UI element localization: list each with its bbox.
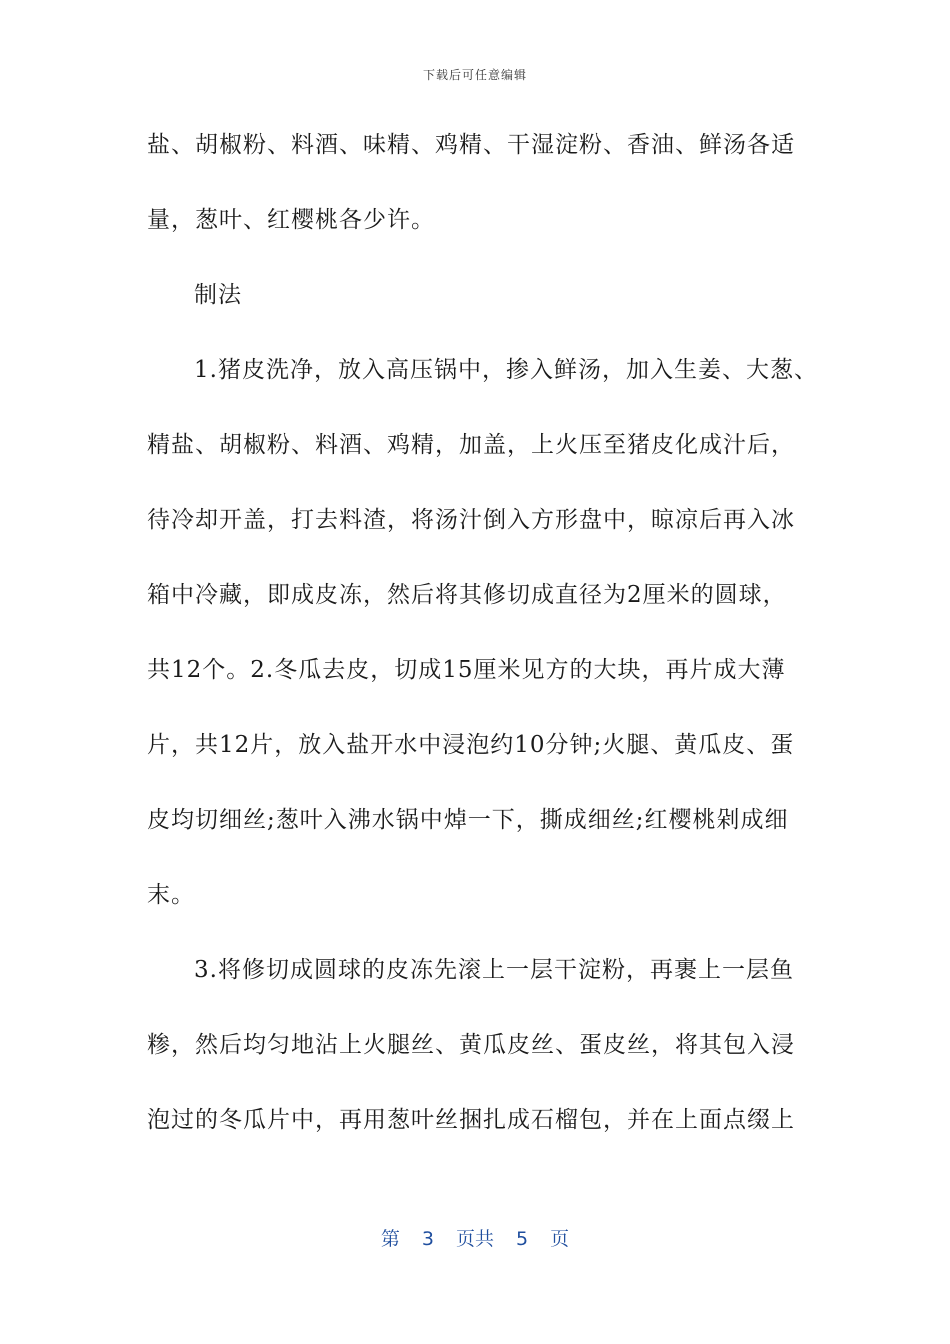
body-line: 末。 [147,882,195,908]
body-line: 精盐、胡椒粉、料酒、鸡精，加盖，上火压至猪皮化成汁后， [147,432,795,458]
body-line: 皮均切细丝;葱叶入沸水锅中焯一下，撕成细丝;红樱桃剁成细 [147,807,789,833]
total-pages-number: 5 [516,1228,529,1250]
body-line: 量，葱叶、红樱桃各少许。 [147,207,435,233]
body-line: 盐、胡椒粉、料酒、味精、鸡精、干湿淀粉、香油、鲜汤各适 [147,132,795,158]
footer-suffix: 页 [550,1228,570,1250]
body-line: 1.猪皮洗净，放入高压锅中，掺入鲜汤，加入生姜、大葱、 [194,357,818,383]
page-number-footer [0,1224,950,1251]
page-header-note: 下载后可任意编辑 [422,68,527,82]
footer-middle: 页共 [455,1228,494,1250]
footer-prefix: 第 [380,1228,400,1250]
section-heading: 制法 [194,282,242,308]
body-line: 糁，然后均匀地沾上火腿丝、黄瓜皮丝、蛋皮丝，将其包入浸 [147,1032,795,1058]
body-line: 片，共12片，放入盐开水中浸泡约10分钟;火腿、黄瓜皮、蛋 [147,732,795,758]
document-body [147,122,818,1172]
body-line: 箱中冷藏，即成皮冻，然后将其修切成直径为2厘米的圆球， [147,582,787,608]
current-page-number: 3 [421,1228,434,1250]
body-line: 共12个。2.冬瓜去皮，切成15厘米见方的大块，再片成大薄 [147,657,786,683]
body-line: 泡过的冬瓜片中，再用葱叶丝捆扎成石榴包，并在上面点缀上 [147,1107,795,1133]
body-line: 待冷却开盖，打去料渣，将汤汁倒入方形盘中，晾凉后再入冰 [147,507,795,533]
body-line: 3.将修切成圆球的皮冻先滚上一层干淀粉，再裹上一层鱼 [194,957,794,983]
